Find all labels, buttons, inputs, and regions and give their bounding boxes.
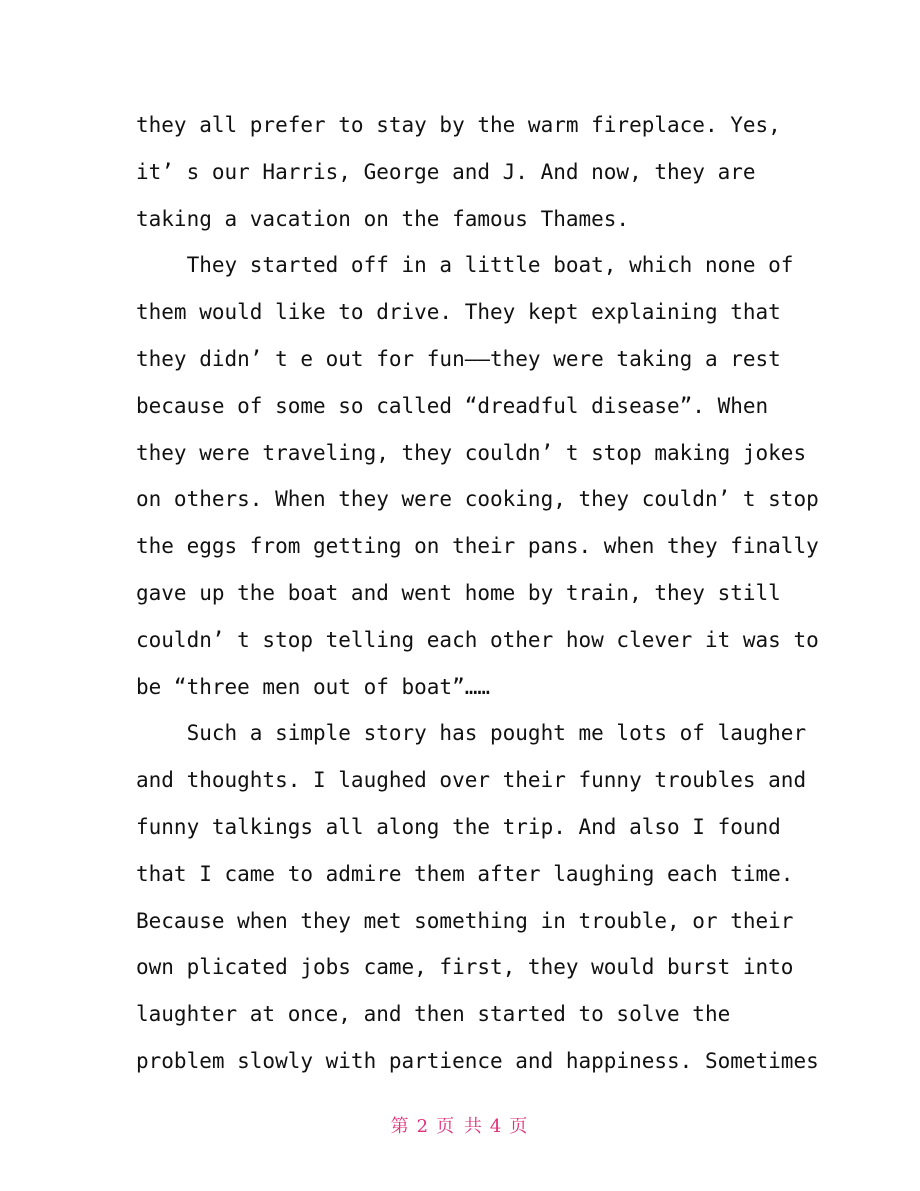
body-text [136, 102, 819, 1085]
text-line: it’ s our Harris, George and J. And now, they are [136, 159, 756, 184]
text-line: laughter at once, and then started to solve the [136, 1002, 731, 1027]
text-line: own plicated jobs came, first, they would burst into [136, 955, 794, 980]
text-line: they all prefer to stay by the warm fireplace. Yes, [136, 113, 781, 137]
text-line: and thoughts. I laughed over their funny troubles and [136, 768, 807, 793]
text-line: funny talkings all along the trip. And also I found [136, 814, 781, 839]
text-line: be “three men out of boat”…… [136, 674, 491, 699]
text-line: couldn’ t stop telling each other how clever it was to [136, 627, 819, 652]
text-line: They started off in a little boat, which none of [136, 253, 794, 278]
text-line: Because when they met something in trouble, or their [136, 908, 794, 933]
text-line: because of some so called “dreadful disease”. When [136, 393, 769, 418]
page-footer [0, 1112, 920, 1138]
text-line: Such a simple story has pought me lots of laugher [136, 721, 807, 746]
text-line: taking a vacation on the famous Thames. [136, 206, 630, 231]
total-pages: 4 [489, 1116, 504, 1137]
page-number: 2 [416, 1116, 431, 1137]
text-line: problem slowly with partience and happiness. Sometimes [136, 1048, 819, 1073]
text-line: gave up the boat and went home by train, they still [136, 580, 781, 605]
text-line: on others. When they were cooking, they couldn’ t stop [136, 487, 819, 512]
text-line: they were traveling, they couldn’ t stop making jokes [136, 440, 807, 465]
text-line: the eggs from getting on their pans. when they finally [136, 534, 819, 559]
text-line: them would like to drive. They kept explaining that [136, 300, 781, 325]
page-label-suffix: 页 [509, 1116, 530, 1137]
text-line: that I came to admire them after laughing each time. [136, 861, 794, 886]
page-label-prefix: 第 [390, 1116, 411, 1137]
text-line: they didn’ t e out for fun——they were taking a rest [136, 346, 781, 371]
page-label-mid: 页 共 [436, 1116, 484, 1137]
